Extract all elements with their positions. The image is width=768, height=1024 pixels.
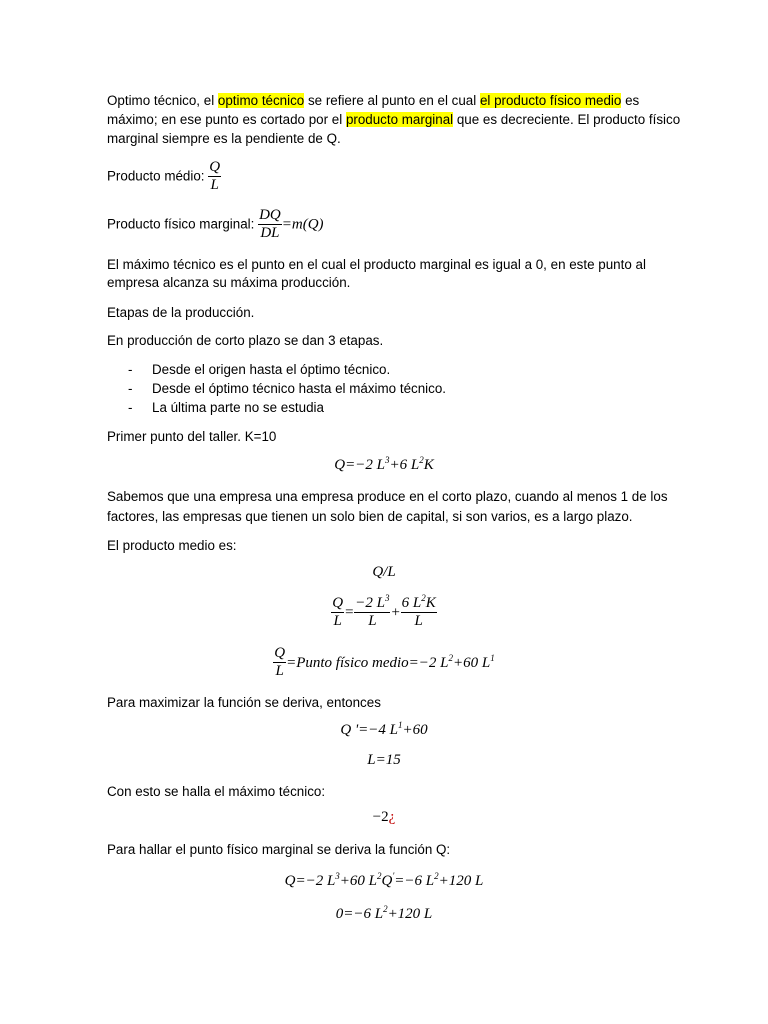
- producto-medio-text: El producto medio es:: [107, 538, 237, 553]
- text: que es decreciente. El producto físico: [453, 112, 681, 127]
- eq-part: =−6 L: [394, 873, 435, 889]
- eq-part: ¿: [388, 809, 396, 825]
- text: es: [621, 93, 640, 108]
- eq-part: 0=−6 L: [335, 906, 384, 922]
- paragraph-maximo-line-2: empresa alcanza su máxima producción.: [107, 275, 351, 290]
- equation-punto-fisico-medio: [0, 644, 768, 681]
- eq-part: +60: [402, 722, 428, 738]
- numerator: Q: [209, 158, 221, 175]
- eq-part: K: [425, 595, 436, 612]
- paragraph-sabemos-line-1: Sabemos que una empresa una empresa produce en el corto plazo, cuando al menos 1 de los: [107, 489, 668, 504]
- exponent: ': [392, 871, 395, 881]
- equation-l-value: L=15: [367, 752, 401, 768]
- exponent: 2: [419, 455, 424, 465]
- equation-producto-medio: [0, 594, 768, 631]
- numerator: Q: [274, 645, 286, 662]
- eq-rhs: [286, 652, 495, 671]
- list-item: Desde el óptimo técnico hasta el máximo técnico.: [152, 381, 446, 396]
- fraction: [354, 595, 390, 630]
- paragraph-optimo-line-3: marginal siempre es la pendiente de Q.: [107, 131, 341, 146]
- numerator: DQ: [259, 206, 281, 223]
- paragraph-optimo-line-1: [107, 91, 639, 110]
- eq-part: +: [390, 604, 401, 621]
- eq-part: +120 L: [387, 906, 433, 922]
- equation-q-over-l: Q/L: [372, 564, 396, 580]
- equation-derivative: [0, 722, 768, 739]
- denominator: L: [414, 613, 423, 630]
- fraction: [208, 159, 221, 194]
- eq-part: =Punto físico medio=−2 L: [286, 654, 449, 671]
- numerator: Q: [332, 595, 344, 612]
- bullet-dash: -: [128, 400, 133, 415]
- denominator: DL: [260, 224, 280, 241]
- label: Producto físico marginal:: [107, 216, 259, 232]
- equation-maximo-tecnico: [0, 809, 768, 826]
- equation-q-derivative: [0, 873, 768, 890]
- eq-part: 6 L: [401, 595, 422, 612]
- producto-medio-line: [107, 158, 221, 194]
- paragraph-optimo-line-2: [107, 110, 680, 129]
- fraction: [331, 595, 344, 630]
- equation-zero: [0, 906, 768, 923]
- highlighted-text: optimo técnico: [217, 93, 305, 108]
- exponent: 3: [384, 593, 390, 604]
- eq-part: +60 L: [453, 654, 491, 671]
- highlighted-text: el producto físico medio: [479, 93, 622, 108]
- exponent: 3: [335, 871, 340, 881]
- text: máximo; en ese punto es cortado por el: [107, 112, 346, 127]
- list-item: Desde el origen hasta el óptimo técnico.: [152, 362, 391, 377]
- denominator: L: [210, 176, 219, 193]
- fraction: [401, 595, 437, 630]
- eq-part: Q '=−4 L: [340, 722, 398, 738]
- producto-fisico-marginal-line: [107, 206, 324, 242]
- eq-part: −2 L: [355, 595, 385, 612]
- eq-part: −2: [372, 809, 389, 825]
- eq-part: +6 L: [389, 457, 420, 473]
- exponent: 1: [398, 720, 403, 730]
- exponent: 1: [490, 652, 495, 663]
- exponent: 3: [384, 455, 390, 465]
- etapas-heading: Etapas de la producción.: [107, 305, 255, 320]
- text: Optimo técnico, el: [107, 93, 218, 108]
- punto-fisico-marginal-text: Para hallar el punto físico marginal se deriva la función Q:: [107, 842, 451, 857]
- paragraph-maximo-line-1: El máximo técnico es el punto en el cual el producto marginal es igual a 0, en este punto al: [107, 257, 646, 272]
- eq-part: Q: [381, 873, 393, 889]
- corto-plazo-text: En producción de corto plazo se dan 3 etapas.: [107, 333, 384, 348]
- maximo-tecnico-text: Con esto se halla el máximo técnico:: [107, 784, 326, 799]
- list-item: La última parte no se estudia: [152, 400, 324, 415]
- eq-part: =: [344, 604, 355, 621]
- denominator: L: [333, 613, 342, 630]
- eq-part: +120 L: [438, 873, 484, 889]
- bullet-dash: -: [128, 362, 133, 377]
- eq-part: Q=−2 L: [334, 457, 385, 473]
- highlighted-text: producto marginal: [345, 112, 454, 127]
- equation-rhs: =m(Q): [281, 216, 324, 233]
- exponent: 2: [377, 871, 382, 881]
- denominator: L: [275, 663, 284, 680]
- bullet-dash: -: [128, 381, 133, 396]
- numerator: [354, 595, 390, 613]
- maximizar-text: Para maximizar la función se deriva, entonces: [107, 695, 381, 710]
- fraction: [258, 207, 282, 242]
- numerator: [401, 595, 437, 613]
- denominator: L: [368, 613, 377, 630]
- equation-q: [0, 457, 768, 474]
- exponent: 2: [434, 871, 439, 881]
- exponent: 2: [383, 904, 388, 914]
- fraction: [273, 645, 286, 680]
- exponent: 2: [421, 593, 426, 604]
- primer-punto-text: Primer punto del taller. K=10: [107, 429, 277, 444]
- eq-part: +60 L: [339, 873, 378, 889]
- label: Producto médio:: [107, 168, 209, 184]
- eq-part: K: [423, 457, 434, 473]
- exponent: 2: [448, 652, 454, 663]
- paragraph-sabemos-line-2: factores, las empresas que tienen un solo bien de capital, si son varios, es a largo plazo.: [107, 509, 633, 524]
- eq-part: Q=−2 L: [284, 873, 336, 889]
- text: se refiere al punto en el cual: [304, 93, 480, 108]
